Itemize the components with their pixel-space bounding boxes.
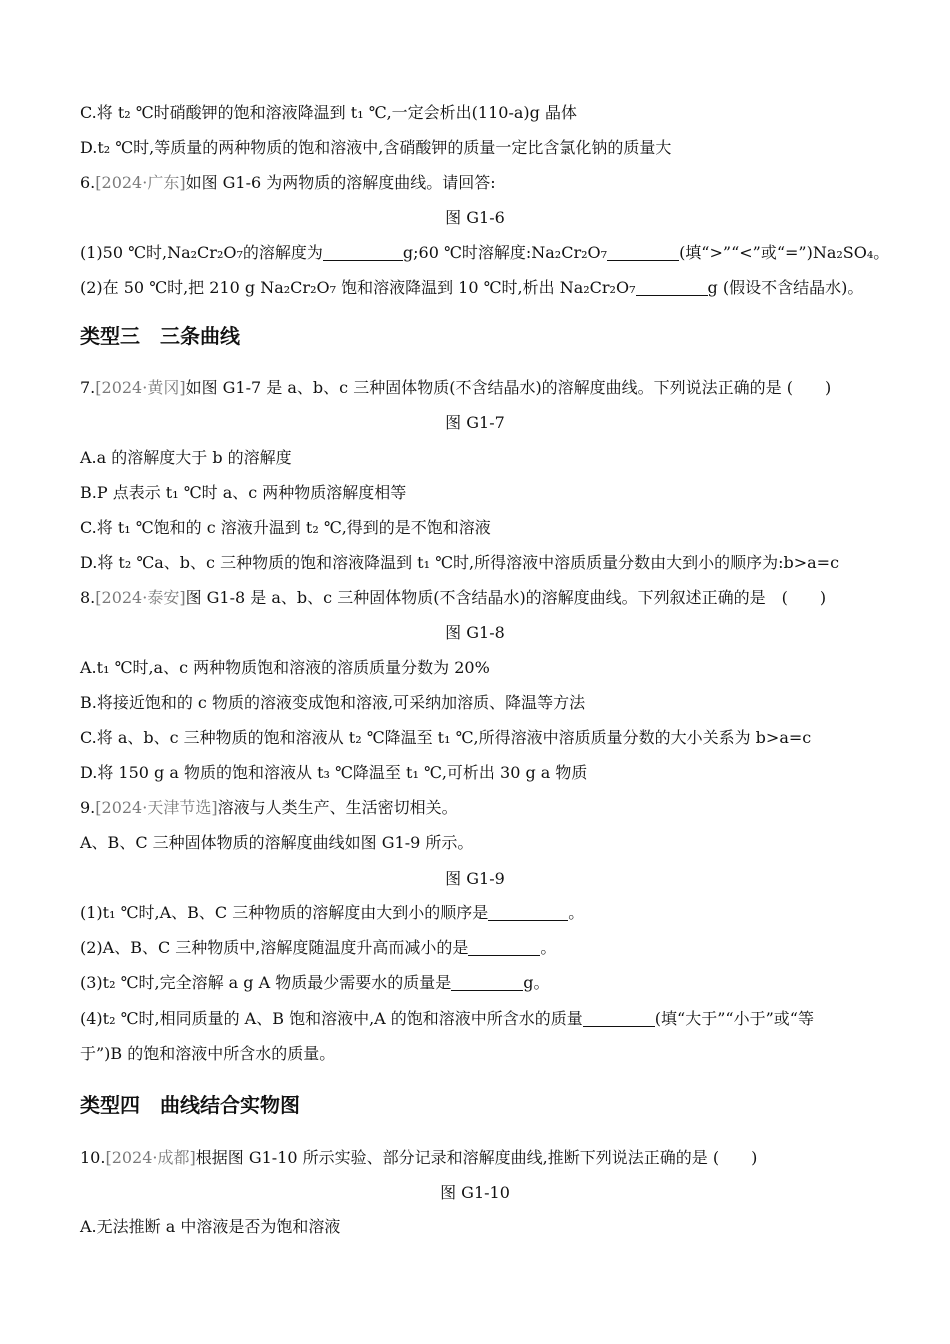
q7-stem bbox=[80, 377, 880, 399]
question-source: [2024·成都] bbox=[105, 1148, 196, 1167]
q9-stem bbox=[80, 797, 880, 819]
question-text: 根据图 G1-10 所示实验、部分记录和溶解度曲线,推断下列说法正确的是 ( ) bbox=[195, 1148, 758, 1167]
question-number: 9. bbox=[80, 798, 96, 817]
q8-option-a: A.t₁ ℃时,a、c 两种物质饱和溶液的溶质质量分数为 20% bbox=[80, 658, 490, 677]
q7-option-a: A.a 的溶解度大于 b 的溶解度 bbox=[80, 448, 292, 467]
q10-option-a: A.无法推断 a 中溶液是否为饱和溶液 bbox=[80, 1217, 341, 1236]
answer-blank bbox=[451, 974, 523, 991]
q5-option-c: C.将 t₂ ℃时硝酸钾的饱和溶液降温到 t₁ ℃,一定会析出(110-a)g 晶体 bbox=[80, 103, 577, 122]
text-segment: g;60 ℃时溶解度:Na₂Cr₂O₇ bbox=[402, 243, 608, 262]
text-segment: g。 bbox=[523, 973, 550, 992]
question-source: [2024·天津节选] bbox=[95, 798, 218, 817]
answer-blank bbox=[607, 244, 679, 261]
question-text: 图 G1-8 是 a、b、c 三种固体物质(不含结晶水)的溶解度曲线。下列叙述正确的是 ( ) bbox=[185, 588, 827, 607]
question-text: 如图 G1-6 为两物质的溶解度曲线。请回答: bbox=[185, 173, 496, 192]
section-heading-type-3: 类型三 三条曲线 bbox=[80, 324, 240, 348]
q7-option-b: B.P 点表示 t₁ ℃时 a、c 两种物质溶解度相等 bbox=[80, 483, 407, 502]
q9-stem-2: A、B、C 三种固体物质的溶解度曲线如图 G1-9 所示。 bbox=[80, 833, 474, 852]
text-segment: (2)在 50 ℃时,把 210 g Na₂Cr₂O₇ 饱和溶液降温到 10 ℃时,析出 Na₂Cr₂O₇ bbox=[80, 278, 636, 297]
q8-option-b: B.将接近饱和的 c 物质的溶液变成饱和溶液,可采纳加溶质、降温等方法 bbox=[80, 693, 586, 712]
text-segment: (3)t₂ ℃时,完全溶解 a g A 物质最少需要水的质量是 bbox=[80, 973, 452, 992]
answer-blank bbox=[583, 1010, 655, 1027]
figure-caption-g1-8: 图 G1-8 bbox=[445, 623, 505, 642]
text-segment: (2)A、B、C 三种物质中,溶解度随温度升高而减小的是 bbox=[80, 938, 469, 957]
question-number: 10. bbox=[80, 1148, 106, 1167]
text-segment: 。 bbox=[540, 938, 557, 957]
q9-part-3 bbox=[80, 972, 880, 994]
answer-blank bbox=[488, 904, 568, 921]
q7-option-c: C.将 t₁ ℃饱和的 c 溶液升温到 t₂ ℃,得到的是不饱和溶液 bbox=[80, 518, 491, 537]
q9-part-1 bbox=[80, 902, 880, 924]
figure-caption-g1-6: 图 G1-6 bbox=[445, 208, 505, 227]
question-text: 溶液与人类生产、生活密切相关。 bbox=[217, 798, 458, 817]
question-number: 7. bbox=[80, 378, 96, 397]
question-source: [2024·黄冈] bbox=[95, 378, 186, 397]
answer-blank bbox=[323, 244, 403, 261]
text-segment: 。 bbox=[568, 903, 585, 922]
q6-stem bbox=[80, 172, 880, 194]
q8-option-c: C.将 a、b、c 三种物质的饱和溶液从 t₂ ℃降温至 t₁ ℃,所得溶液中溶质质量分数的大小关系为 b>a=c bbox=[80, 728, 812, 747]
question-text: 如图 G1-7 是 a、b、c 三种固体物质(不含结晶水)的溶解度曲线。下列说法正确的是 ( ) bbox=[185, 378, 832, 397]
q6-part-1 bbox=[80, 242, 890, 264]
q6-part-2 bbox=[80, 277, 880, 299]
text-segment: (4)t₂ ℃时,相同质量的 A、B 饱和溶液中,A 的饱和溶液中所含水的质量 bbox=[80, 1009, 583, 1028]
text-segment: (填“大于”“小于”或“等 bbox=[654, 1009, 814, 1028]
q5-option-d: D.t₂ ℃时,等质量的两种物质的饱和溶液中,含硝酸钾的质量一定比含氯化钠的质量大 bbox=[80, 138, 672, 157]
question-number: 8. bbox=[80, 588, 96, 607]
figure-caption-g1-10: 图 G1-10 bbox=[440, 1183, 510, 1202]
question-source: [2024·广东] bbox=[95, 173, 186, 192]
q8-stem bbox=[80, 587, 880, 609]
q7-option-d: D.将 t₂ ℃a、b、c 三种物质的饱和溶液降温到 t₁ ℃时,所得溶液中溶质质量分数由大到小的顺序为:b>a=c bbox=[80, 553, 840, 572]
question-number: 6. bbox=[80, 173, 96, 192]
answer-blank bbox=[468, 939, 540, 956]
figure-caption-g1-9: 图 G1-9 bbox=[445, 869, 505, 888]
text-segment: (填“>”“<”或“=”)Na₂SO₄。 bbox=[679, 243, 890, 262]
answer-blank bbox=[636, 279, 708, 296]
section-heading-type-4: 类型四 曲线结合实物图 bbox=[80, 1093, 300, 1117]
text-segment: g (假设不含结晶水)。 bbox=[707, 278, 864, 297]
q9-part-4-cont: 于”)B 的饱和溶液中所含水的质量。 bbox=[80, 1044, 336, 1063]
q9-part-2 bbox=[80, 937, 880, 959]
question-source: [2024·泰安] bbox=[95, 588, 186, 607]
text-segment: (1)t₁ ℃时,A、B、C 三种物质的溶解度由大到小的顺序是 bbox=[80, 903, 489, 922]
text-segment: (1)50 ℃时,Na₂Cr₂O₇的溶解度为 bbox=[80, 243, 323, 262]
q8-option-d: D.将 150 g a 物质的饱和溶液从 t₃ ℃降温至 t₁ ℃,可析出 30 g a 物质 bbox=[80, 763, 588, 782]
q10-stem bbox=[80, 1147, 880, 1169]
q9-part-4 bbox=[80, 1008, 880, 1030]
figure-caption-g1-7: 图 G1-7 bbox=[445, 413, 505, 432]
